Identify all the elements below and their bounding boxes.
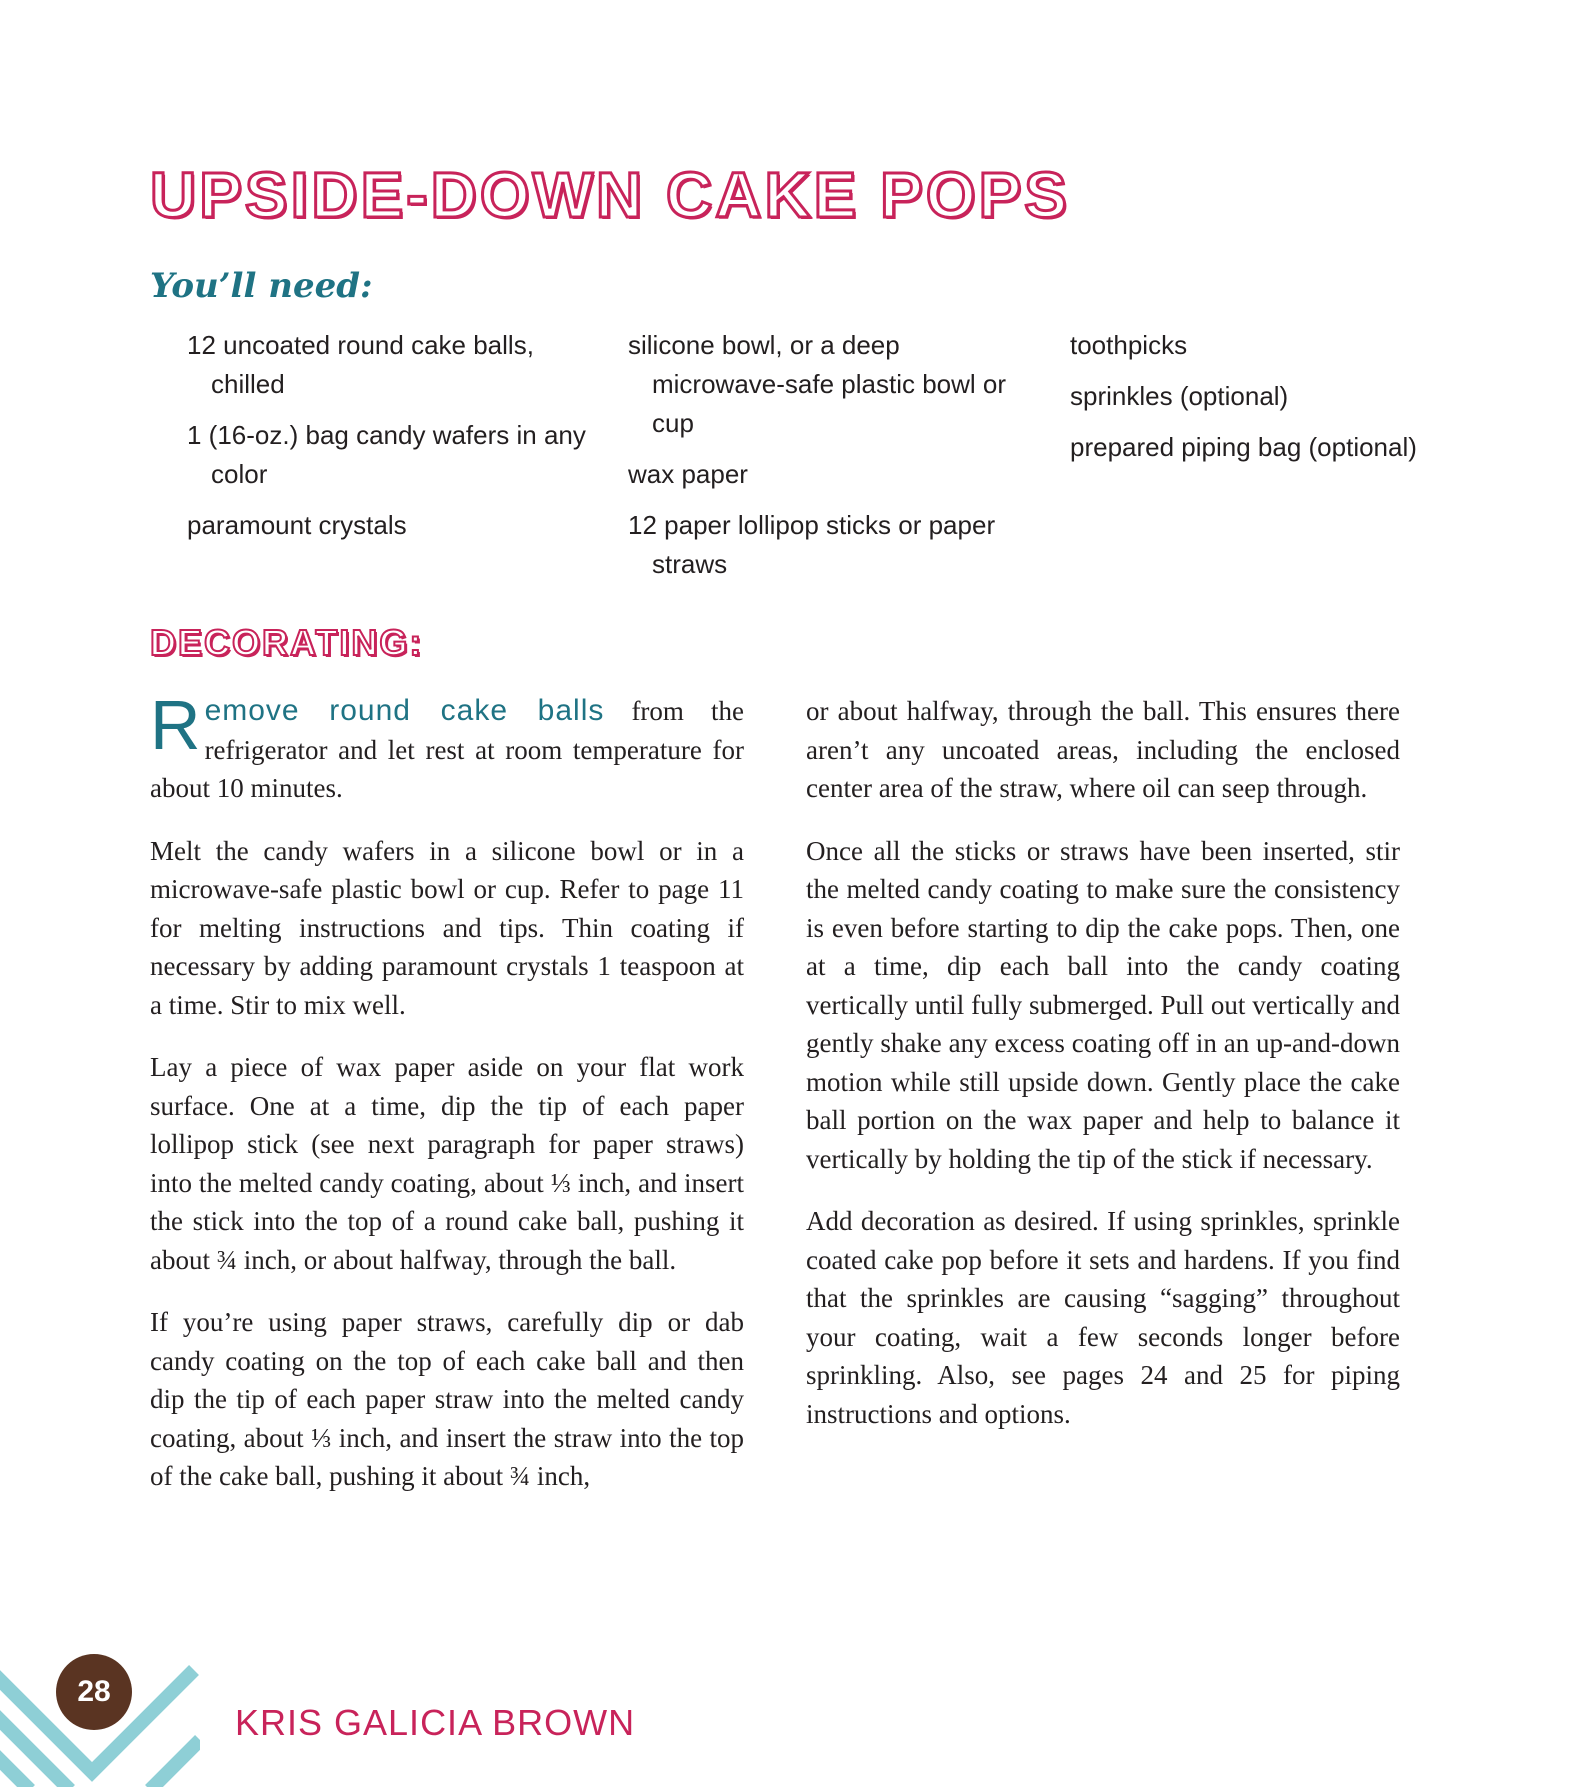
supplies-column-1 [187, 326, 587, 557]
supply-item: wax paper [628, 459, 748, 489]
page-title: UPSIDE-DOWN CAKE POPS [150, 159, 1070, 231]
lead-in-text: emove round cake balls [204, 694, 605, 727]
supply-item: 12 paper lollipop sticks or paper straws [628, 510, 996, 579]
supply-item: toothpicks [1070, 330, 1188, 360]
supplies-column-2 [628, 326, 1028, 596]
author-name: KRIS GALICIA BROWN [235, 1702, 636, 1743]
instruction-paragraph: Once all the sticks or straws have been inserted, stir the melted candy coating to make sure the consistency is even before starting to dip the cake pops. Then, one at a time, dip each ball into the candy coating vertically until fully submerged. Pull out vertically and gently shake any excess coating off in an up-and-down motion while still upside down. Gently place the cake ball portion on the wax paper and help to balance it vertically by holding the tip of the stick if necessary. [806, 835, 1400, 1174]
instructions-column-right [806, 692, 1400, 1457]
instructions-column-left [150, 686, 744, 1520]
decorating-heading: DECORATING: [150, 622, 424, 663]
instruction-paragraph: Melt the candy wafers in a silicone bowl or in a microwave-safe plastic bowl or cup. Refer to page 11 for melting instructions and tips. Thin coating if necessary by adding paramount crystals 1 teaspoon at a time. Stir to mix well. [150, 835, 744, 1020]
instruction-paragraph: If you’re using paper straws, carefully dip or dab candy coating on the top of each cake ball and then dip the tip of each paper straw into the melted candy coating, about ⅓ inch, and insert the straw into the top of the cake ball, pushing it about ¾ inch, [150, 1307, 744, 1491]
supply-item: 12 uncoated round cake balls, chilled [187, 330, 534, 399]
instruction-paragraph: Lay a piece of wax paper aside on your flat work surface. One at a time, dip the tip of each paper lollipop stick (see next paragraph for paper straws) into the melted candy coating, about ⅓ inch, and insert the stick into the top of a round cake ball, pushing it about ¾ inch, or about halfway, through the ball. [150, 1052, 744, 1275]
supply-item: prepared piping bag (optional) [1070, 432, 1417, 462]
supply-item: paramount crystals [187, 510, 407, 540]
drop-cap: R [150, 686, 201, 764]
page-number: 28 [56, 1654, 132, 1730]
instruction-paragraph: Add decoration as desired. If using sprinkles, sprinkle coated cake pop before it sets and hardens. If you find that the sprinkles are causing “sagging” throughout your coating, wait a few seconds longer before sprinkling. Also, see pages 24 and 25 for piping instructions and options. [806, 1206, 1400, 1429]
supplies-column-3 [1070, 326, 1450, 479]
instruction-paragraph [150, 686, 744, 808]
supply-item: silicone bowl, or a deep microwave-safe plastic bowl or cup [628, 330, 1007, 438]
instruction-paragraph: or about halfway, through the ball. This ensures there aren’t any uncoated areas, including the enclosed center area of the straw, where oil can seep through. [806, 696, 1400, 803]
supply-item: sprinkles (optional) [1070, 381, 1289, 411]
paragraph-text: from the refrigerator and let rest at room temperature for about 10 minutes. [150, 696, 744, 803]
supply-item: 1 (16-oz.) bag candy wafers in any color [187, 420, 586, 489]
supplies-heading: You’ll need: [150, 266, 373, 306]
